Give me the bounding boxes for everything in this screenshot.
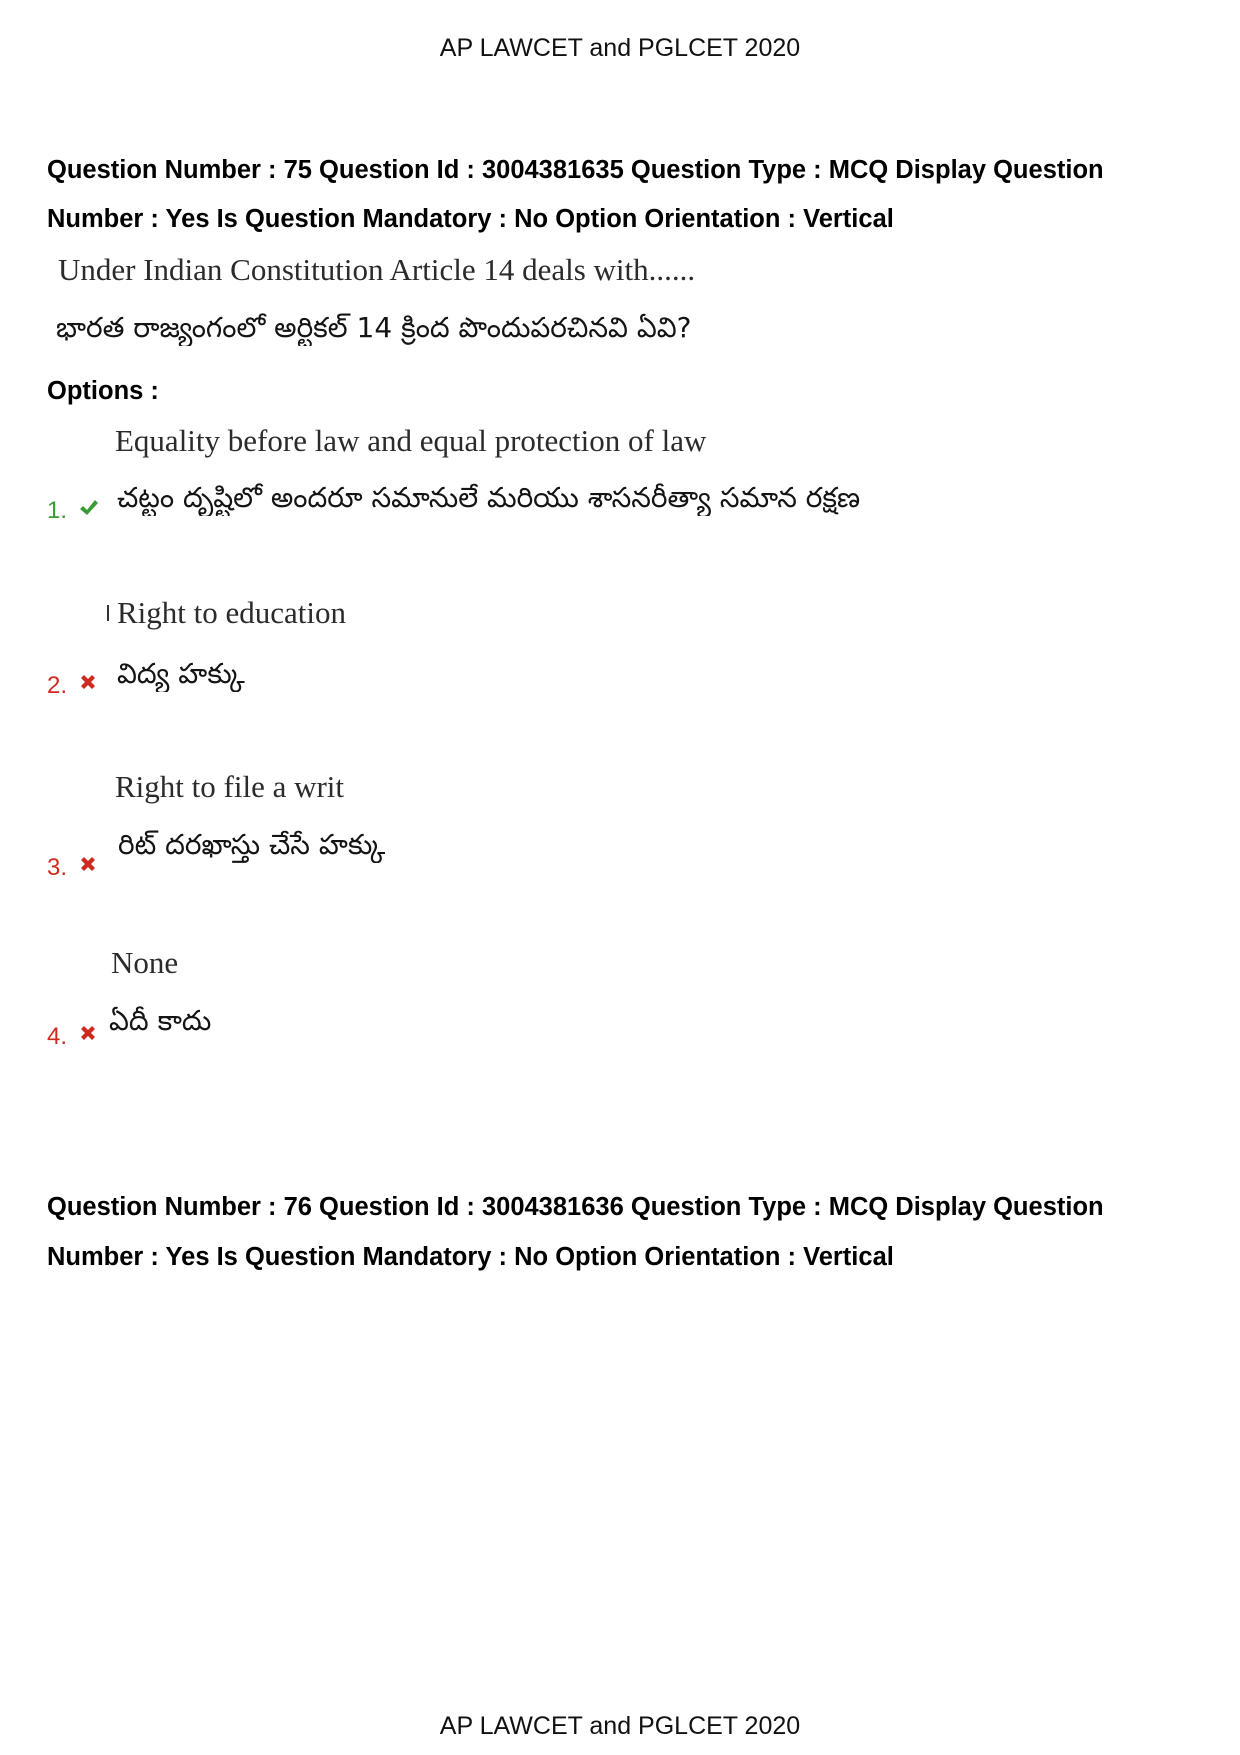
option-text-english: Right to file a writ bbox=[115, 769, 345, 804]
question-meta-line-2: Number : Yes Is Question Mandatory : No Option Orientation : Vertical bbox=[47, 1243, 894, 1271]
option-text-english: None bbox=[111, 945, 179, 980]
option-number: 2. bbox=[47, 672, 68, 699]
question-meta-line-2: Number : Yes Is Question Mandatory : No Option Orientation : Vertical bbox=[47, 205, 894, 233]
option-text-english: Right to education bbox=[117, 595, 347, 630]
cross-icon bbox=[81, 675, 95, 689]
option-number: 4. bbox=[47, 1023, 68, 1050]
option-text-telugu: రిట్ దరఖాస్తు చేసే హక్కు bbox=[118, 828, 386, 861]
scan-edge-mark bbox=[107, 605, 109, 621]
options-label: Options : bbox=[47, 377, 159, 405]
cross-icon bbox=[81, 857, 95, 871]
page-footer: AP LAWCET and PGLCET 2020 bbox=[439, 1712, 801, 1740]
page-header: AP LAWCET and PGLCET 2020 bbox=[439, 34, 801, 62]
question-meta-line-1: Question Number : 75 Question Id : 3004381635 Question Type : MCQ Display Question bbox=[47, 156, 1104, 184]
cross-icon bbox=[81, 1026, 95, 1040]
question-meta-line-1: Question Number : 76 Question Id : 3004381636 Question Type : MCQ Display Question bbox=[47, 1193, 1104, 1221]
option-text-telugu: చట్టం దృష్టిలో అందరూ సమానులే మరియు శాసనరీత్యా సమాన రక్షణ bbox=[117, 481, 861, 514]
question-text-telugu: భారత రాజ్యంగంలో అర్టికల్ 14 క్రింద పొందుపరచినవి ఏవి? bbox=[56, 311, 692, 344]
option-text-telugu: విద్య హక్కు bbox=[117, 657, 245, 690]
option-number: 1. bbox=[47, 497, 68, 524]
check-icon bbox=[79, 499, 99, 517]
option-text-telugu: ఏదీ కాదు bbox=[109, 1004, 212, 1037]
question-text-english: Under Indian Constitution Article 14 deals with...... bbox=[58, 252, 696, 287]
option-text-english: Equality before law and equal protection of law bbox=[115, 423, 707, 458]
option-number: 3. bbox=[47, 854, 68, 881]
